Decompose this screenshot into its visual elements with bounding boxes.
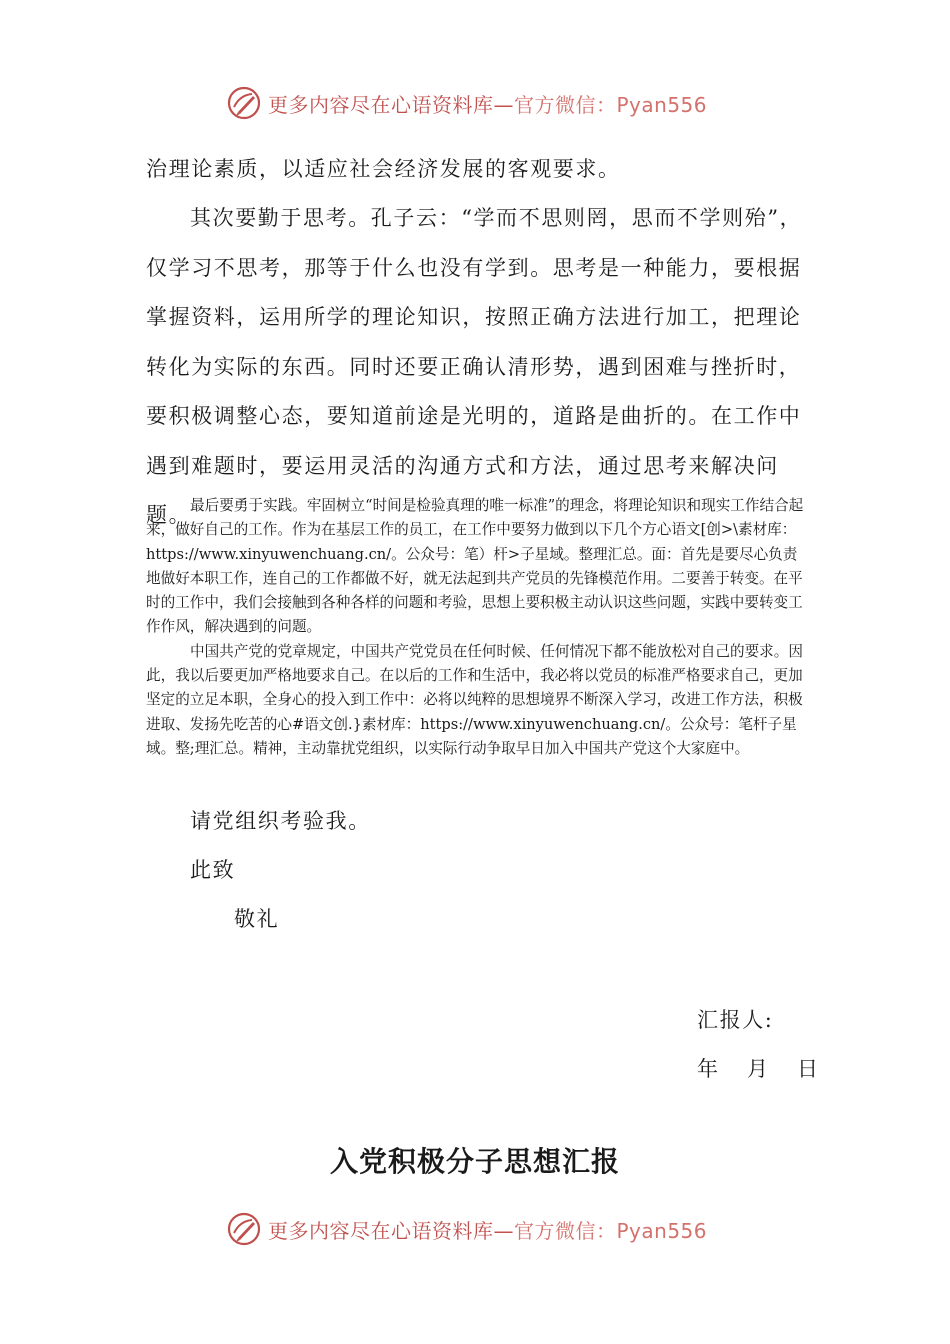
pen-logo-icon <box>226 1211 262 1247</box>
regards-line: 敬礼 <box>234 907 280 931</box>
reporter-line: 汇报人: <box>697 1008 774 1032</box>
pen-logo-icon <box>226 85 262 121</box>
date-line: 年 月 日 <box>697 1057 822 1081</box>
paragraph-continued: 治理论素质，以适应社会经济发展的客观要求。 <box>146 157 621 181</box>
request-line: 请党组织考验我。 <box>190 809 371 833</box>
watermark-contact: 官方微信：Pyan556 <box>514 92 708 117</box>
watermark-brand: 更多内容尽在心语资料库— <box>268 92 514 117</box>
paragraph-thinking: 其次要勤于思考。孔子云：“学而不思则罔，思而不学则殆”，仅学习不思考，那等于什么也没有学到。思考是一种能力，要根据掌握资料，运用所学的理论知识，按照正确方法进行加工，把理论转化为实际的东西。同时还要正确认清形势，遇到困难与挫折时，要积极调整心态，要知道前途是光明的，道路是曲折的。在工作中遇到难题时，要运用灵活的沟通方式和方法，通过思考来解决问题。 <box>146 206 803 527</box>
paragraph-practice: 最后要勇于实践。牢固树立“时间是检验真理的唯一标准”的理念，将理论知识和现实工作结合起来，做好自己的工作。作为在基层工作的员工，在工作中要努力做到以下几个方心语文[创>\素材库：https://www.xinyuwenchuang.cn/。公众号：笔）杆>子星域。整理汇总。面：首先是要尽心负责地做好本职工作，连自己的工作都做不好，就无法起到共产党员的先锋模范作用。二要善于转变。在平时的工作中，我们会接触到各种各样的问题和考验，思想上要积极主动认识这些问题，实践中要转变工作作风，解决遇到的问题。 <box>146 497 804 636</box>
paragraph-charter: 中国共产党的党章规定，中国共产党党员在任何时候、任何情况下都不能放松对自己的要求。因此，我以后要更加严格地要求自己。在以后的工作和生活中，我必将以党员的标准严格要求自己，更加坚定的立足本职，全身心的投入到工作中：必将以纯粹的思想境界不断深入学习，改进工作方法，积极进取、发扬先吃苦的心#语文创.}素材库：https://www.xinyuwenchuang.cn/。公众号：笔杆子星域。整;理汇总。精神，主动靠扰党组织，以实际行动争取早日加入中国共产党这个大家庭中。 <box>146 642 803 757</box>
watermark-header <box>226 83 726 123</box>
watermark-footer <box>226 1209 726 1249</box>
watermark-text <box>268 1215 707 1244</box>
watermark-text <box>268 89 707 118</box>
salutation-line: 此致 <box>190 858 236 882</box>
document-title: 入党积极分子思想汇报 <box>329 1145 620 1178</box>
watermark-brand: 更多内容尽在心语资料库— <box>268 1218 514 1243</box>
watermark-contact: 官方微信：Pyan556 <box>514 1218 708 1243</box>
small-text-block <box>146 494 806 761</box>
